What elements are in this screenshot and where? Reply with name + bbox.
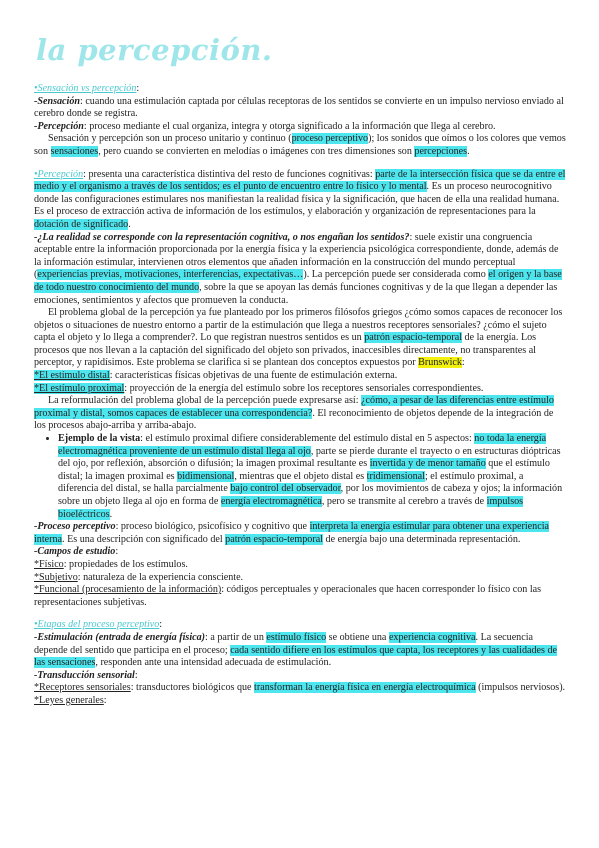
paragraph-proceso-perceptivo: -Proceso perceptivo: proceso biológico, psicofísico y cognitivo que interpreta la energía estimular para obtener una experiencia interna. Es una descripción con significado del patrón espacio-temporal de energía bajo una determinada representación.: [34, 521, 549, 545]
list-item-ejemplo-vista: • Ejemplo de la vista: el estímulo proximal difiere considerablemente del estímulo distal en 5 aspectos: no toda la energía electromagnética proveniente de un estímulo distal llega al ojo, parte se pierde durante el trayecto o en estructuras dióptricas del ojo, por reflexión, absorción o difusión; la imagen proximal resultante es invertida y de menor tamaño que el estímulo distal; la imagen proximal es bidimensional, mientras que el objeto distal es tridimensional; el estímulo proximal, a diferencia del distal, se halla parcialmente bajo control del observador, por los movimientos de cabeza y ojos; la información sobre un objeto llega al ojo en forma de energía electromagnética, pero se transmite al cerebro a través de impulsos bioeléctricos.: [58, 433, 566, 521]
term-receptores: *Receptores sensoriales: [34, 682, 131, 694]
paragraph-estimulo-proximal: *El estímulo proximal: proyección de la energía del estímulo sobre los receptores sensoriales correspondientes.: [34, 382, 484, 394]
highlight: transforman la energía física en energía electroquímica: [254, 682, 476, 694]
highlight: energía electromagnética: [220, 496, 322, 507]
paragraph-estimulacion: -Estimulación (entrada de energía física): a partir de un estímulo físico se obtiene una experiencia cognitiva. La secuencia depende del sentido que participa en el proceso; cada sentido difiere en los estímulos que capta, los receptores y las cualidades de las sensaciones, responden ante una intensidad adecuada de estimulación.: [34, 631, 558, 669]
section-heading-text: •Etapas del proceso perceptivo: [34, 619, 160, 631]
paragraph-estimulo-distal: *El estímulo distal: características físicas objetivas de una fuente de estimulación externa.: [34, 370, 398, 382]
term-subjetivo: *Subjetivo: [34, 571, 78, 583]
paragraph-funcional: *Funcional (procesamiento de la información): códigos perceptuales y operacionales que hacen corresponder lo físico con las representaciones subjetivas.: [34, 584, 542, 608]
highlight: proceso perceptivo: [291, 133, 369, 145]
paragraph-subjetivo: *Subjetivo: naturaleza de la experiencia consciente.: [34, 571, 244, 583]
paragraph-receptores: *Receptores sensoriales: transductores biológicos que transforman la energía física en energía electroquímica (impulsos nerviosos).: [34, 682, 566, 694]
term-ejemplo-vista: Ejemplo de la vista: [58, 433, 141, 445]
highlight: experiencias previas, motivaciones, interferencias, expectativas…: [37, 269, 304, 281]
highlight: patrón espacio-temporal: [225, 533, 323, 545]
question-realidad: -¿La realidad se corresponde con la representación cognitiva, o nos engañan los sentidos?: [34, 231, 410, 243]
term-estimulacion: -Estimulación (entrada de energía física): [34, 631, 206, 643]
highlight: tridimensional: [366, 470, 425, 482]
highlight: parte de la intersección física que se da entre el medio y el organismo a través de los sentidos; es el punto de encuentro entre lo físico y lo mental: [34, 168, 566, 193]
highlight: sensaciones: [50, 145, 99, 157]
section-heading-percepcion: •Percepción: [34, 168, 84, 180]
highlight: bajo control del observador: [230, 483, 341, 495]
paragraph-unitario: Sensación y percepción son un proceso unitario y continuo (proceso perceptivo); los sonidos que oímos o los colores que vemos son sensaciones, pero cuando se convierten en melodías o imágenes con tres dimensiones son percepciones.: [34, 133, 566, 157]
term-campos-estudio: -Campos de estudio: [34, 546, 116, 558]
highlight: interpreta la energía estimular para obtener una experiencia interna: [34, 521, 549, 545]
term-leyes-generales: *Leyes generales: [34, 694, 104, 706]
term-estimulo-distal: *El estímulo distal: [34, 370, 110, 382]
highlight: estímulo físico: [266, 631, 327, 643]
term-funcional: *Funcional (procesamiento de la información): [34, 584, 222, 596]
term-estimulo-proximal: *El estímulo proximal: [34, 382, 125, 394]
highlight: patrón espacio-temporal: [364, 332, 463, 344]
paragraph-campos: -Campos de estudio:: [34, 546, 119, 558]
paragraph-percepcion-intro: •Percepción: presenta una característica distintiva del resto de funciones cognitivas: parte de la intersección física que se da entre el medio y el organismo a través de los sentidos; es el punto de encuentro entre lo físico y lo mental. Es un proceso neurocognitivo donde las configuraciones estimulares nos manifiestan la realidad física y la significación, que hacen de ella una realidad humana. Es el proceso de extracción activa de información de los estímulos, y elaboración y organización de representaciones para la dotación de significado.: [34, 168, 566, 230]
section-heading-text: •Sensación vs percepción: [34, 83, 137, 94]
highlight: el origen y la base de todo nuestro conocimiento del mundo: [34, 269, 562, 293]
highlight: ¿cómo, a pesar de las diferencias entre estímulo proximal y distal, somos capaces de establecer una correspondencia?: [34, 395, 554, 419]
paragraph-problema-global: El problema global de la percepción ya fue planteado por los primeros filósofos griegos ¿cómo somos capaces de reconocer los objetos o situaciones de nuestro entorno a partir de la estimulación que llega a nuestros receptores sensoriales? ¿cómo el sujeto capta el objeto y lo llega a comprender?. Lo que registran nuestros sentidos es un patrón espacio-temporal de la energía. Los procesos que nos llevan a la captación del significado del objeto son privados, inaccesibles directamente, no transparentes al perceptor, y rapidísimos. Este problema se clarifica si se plantean dos conceptos expuestos por Brunswick:: [34, 307, 563, 369]
highlight: invertida y de menor tamaño: [369, 458, 486, 470]
highlight: impulsos bioeléctricos: [58, 496, 524, 520]
term-proceso-perceptivo: -Proceso perceptivo: [34, 521, 116, 533]
paragraph-realidad: -¿La realidad se corresponde con la representación cognitiva, o nos engañan los sentidos?: suele existir una congruencia aceptable entre la información proporcionada por la energía física y la experiencia psicológica correspondiente, donde, además de la información estimular, intervienen otros elementos que añaden información en la construcción del mundo perceptual (experiencias previas, motivaciones, interferencias, expectativas…). La percepción puede ser considerada como el origen y la base de todo nuestro conocimiento del mundo, sobre la que se apoyan las demás funciones cognitivas y de la que llegan a depender las emociones, sentimientos y afectos que promueven la conducta.: [34, 231, 562, 306]
paragraph-transduccion: -Transducción sensorial:: [34, 669, 138, 681]
highlight: dotación de significado: [34, 218, 129, 230]
term-transduccion: -Transducción sensorial: [34, 669, 135, 681]
highlight-yellow: Brunswick: [418, 357, 462, 369]
paragraph-reformulacion: La reformulación del problema global de la percepción puede expresarse así: ¿cómo, a pesar de las diferencias entre estímulo proximal y distal, somos capaces de establecer una correspondencia?. El reconocimiento de objetos depende de la integración de los procesos abajo-arriba y arriba-abajo.: [34, 395, 554, 432]
notes-body: [34, 83, 566, 708]
term-percepcion: -Percepción: [34, 120, 84, 132]
paragraph-sensacion: -Sensación: cuando una estimulación captada por células receptoras de los sentidos se convierte en un impulso nervioso enviado al cerebro donde se registra.: [34, 95, 564, 120]
example-list: [34, 433, 566, 521]
paragraph-percepcion-def: -Percepción: proceso mediante el cual organiza, integra y otorga significado a la información que llega al cerebro.: [34, 120, 496, 132]
highlight: cada sentido difiere en los estímulos que capta, los receptores y las cualidades de las sensaciones: [34, 644, 558, 669]
highlight: bidimensional: [177, 470, 235, 482]
section-heading-etapas: •Etapas del proceso perceptivo:: [34, 619, 163, 631]
page-title: la percepción.: [36, 33, 273, 67]
section-heading-sensacion: •Sensación vs percepción:: [34, 83, 140, 94]
paragraph-fisico: *Físico: propiedades de los estímulos.: [34, 558, 188, 570]
highlight: percepciones: [414, 145, 468, 157]
highlight: experiencia cognitiva: [388, 631, 476, 643]
paragraph-leyes: *Leyes generales:: [34, 694, 107, 706]
term-fisico: *Físico: [34, 558, 64, 570]
term-sensacion: -Sensación: [34, 95, 80, 107]
highlight: no toda la energía electromagnética proveniente de un estímulo distal llega al ojo: [58, 433, 547, 457]
